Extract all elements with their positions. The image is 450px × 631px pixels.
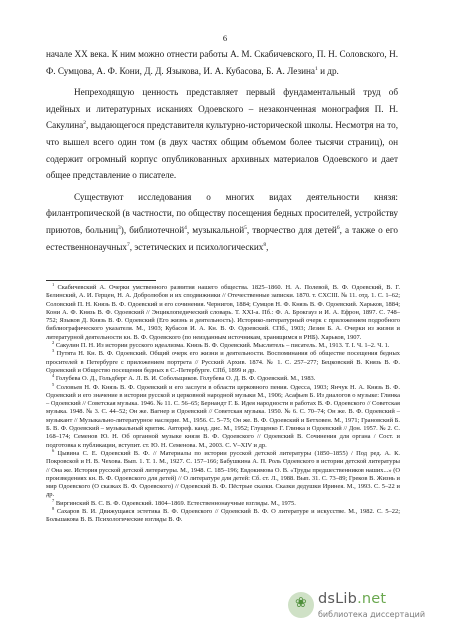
footnote-separator — [46, 280, 156, 281]
watermark-title: dsLib.net — [318, 591, 387, 607]
footnote-ref-4[interactable]: 4 — [184, 224, 187, 231]
footnote: $^6$ Цывина С. Е. Одоевский В. Ф. // Материалы по истории русской детской литературы (1850–1855) / Под ред. А. К. Покровской и Н. В. Чехова. Вып. 1. Т. 1. М., 1927. С. 157–166; Бабушкина А. П. Роль Одоевского в истории детской литературы // Она же. История русской детской литературы. М., 1948. С. 185–196; Евдокимова О. В. «Труды предшественников наших...» (О произведениях кн. В. Ф. Одоевского для детей) // О литературе для детей: Сб. ст. Л., 1988. Вып. 31. С. 73–89; Греков В. Жизнь и мир Одоевского (О сказках В. Ф. Одоевского) // Одоевский В. Ф. Пёстрые сказки. Сказки дедушки Иринея. М., 1993. С. 5–22 и др. — [46, 447, 400, 499]
footnote: $^2$ Сакулин П. Н. Из истории русского идеализма. Князь В. Ф. Одоевский. Мыслитель – писатель. М., 1913. Т. I. Ч. 1–2. Ч. 1. — [52, 339, 390, 350]
footnotes — [46, 281, 400, 525]
footnote: $^1$ Скабичевский А. Очерки умственного развития нашего общества. 1825–1860. Н. А. Полевой, В. Ф. Одоевский, В. Г. Белинский, А. И. Герцен, Н. А. Добролюбов и их сподвижники // Отечественные записки. 1870. т. CXCIII. № 11. отд. 1. С. 1–62; Соловский П. Н. Князь В. Ф. Одоевский и его сочинения. Чернигов, 1884; Сумцов Н. Ф. Князь В. Ф. Одоевский. Харьков, 1884; Кони А. Ф. Князь В. Ф. Одоевский // Энциклопедический словарь. Т. XXI-а. Пб.: Ф. А. Брокгауз и И. А. Ефрон, 1897. С. 748–752; Языков Д. Князь В. Ф. Одоевский (Его жизнь и деятельность). Историко-литературный очерк с приложением подробного библиографического указателя. М., 1903; Кубасов И. А. Кн. В. Ф. Одоевский. СПб., 1903; Лезин Б. А. Очерки из жизни и литературной деятельности кн. В. Ф. Одоевского (по неизданным источникам, хранящимся в РНБ). Харьков, 1907. — [46, 281, 400, 341]
paragraph-1: начале XX века. К ним можно отнести работы А. М. Скабичевского, П. Н. Соловского, Н. Ф. Сумцова, А. Ф. Кони, Д. Д. Языкова, И. А. Кубасова, Б. А. Лезина$^1$ и др. — [46, 49, 398, 76]
dslib-watermark[interactable] — [288, 589, 438, 625]
page-number: 6 — [222, 33, 228, 43]
footnote: $^3$ Путята Н. Кн. В. Ф. Одоевский. Общий очерк его жизни и деятельности. Воспоминания об обществе посещения бедных просителей в Петербурге с приложением портрета // Русский Архив. 1874. № 1. С. 257–277; Бецковский В. Князь В. Ф. Одоевский и Общество посещения бедных в С.-Петербурге. СПб, 1899 и др. — [46, 348, 400, 374]
footnote: $^8$ Сахаров В. И. Движущаяся эстетика В. Ф. Одоевского // Одоевский В. Ф. О литературе и искусстве. М., 1982. С. 5–22; Большакова В. В. Психологические взгляды В. Ф. — [46, 505, 400, 524]
paragraph-3: Существуют исследования о многих видах деятельности князя: филантропической (в частности, по обществу посещения бедных просителей, устройству приютов, больниц$^3$), библиотечной$^4$, музыкальной$^5$, творчество для детей$^6$, а также о его естественнонаучных$^7$, эстетических и психологических$^8$, — [46, 191, 399, 252]
footnote: $^4$ Голубева О. Д., Гольдберг А. Л. В. И. Собольщиков. Голубева О. Д. В. Ф. Одоевский. М., 1983. — [52, 373, 316, 383]
footnote-ref-5[interactable]: 5 — [244, 224, 247, 231]
paragraph-2: Непреходящую ценность представляет первый фундаментальный труд об идейных и литературных исканиях Одоевского – незаконченная монография П. Н. Сакулина$^2$, выдающегося представителя культурно-исторической школы. Несмотря на то, что вышел всего один том (в двух частях общим объемом более тысячи страниц), он содержит огромный корпус опубликованных архивных материалов Одоевского и дает общее представление о писателе. — [46, 87, 398, 181]
footnote-ref-1[interactable]: 1 — [315, 65, 318, 72]
footnote-ref-7[interactable]: 7 — [127, 241, 130, 248]
footnote: $^7$ Виргинский В. С. В. Ф. Одоевский. 1804–1869. Естественнонаучные взгляды. М., 1975. — [52, 497, 296, 507]
main-text — [46, 46, 398, 260]
footnote-ref-3[interactable]: 3 — [118, 224, 121, 231]
footnote-ref-6[interactable]: 6 — [336, 224, 340, 231]
watermark-subtitle: библиотека диссертаций — [318, 610, 426, 619]
footnote-ref-2[interactable]: 2 — [83, 120, 86, 127]
footnote: $^5$ Соловьев Н. Ф. Князь В. Ф. Одоевский и его заслуги в области церковного пения. Одесса, 1903; Янчук Н. А. Князь В. Ф. Одоевский и его значение в истории русской и церковной народной музыки М., 1906; Асафьев Б. Из диалогов о музыке: Глинка – Одоевский // Советская музыка. 1946. № 11. С. 56–65; Бернандт Г. Б. Идея народности в работах В. Ф. Одоевского // Советская музыка. 1948. № 3. С. 44–52; Он же. Вагнер и Одоевский // Советская музыка. 1950. № 6. С. 70–74; Он же. В. Ф. Одоевский – музыкант // Музыкально-литературное наследие. М., 1956. С. 5–75; Он же. В. Ф. Одоевский и Бетховен. М., 1971; Грановский Б. Б. В. Ф. Одоевский – музыкальный критик. Автореф. канд. дис. М., 1952; Глущенко Г. Глинка и Одоевский // Дон. 1957. № 2. С. 168–174; Семенов Ю. Н. Об органной музыке князя В. Ф. Одоевского // Одоевский В. Сочинения для органа / Сост. и подготовка к публикации, вступит. ст. Ю. Н. Семенова. М., 2003. С. V–XIV и др. — [46, 381, 400, 449]
leaf-icon: ❀ — [295, 595, 307, 611]
footnote-ref-8[interactable]: 8 — [263, 241, 267, 248]
